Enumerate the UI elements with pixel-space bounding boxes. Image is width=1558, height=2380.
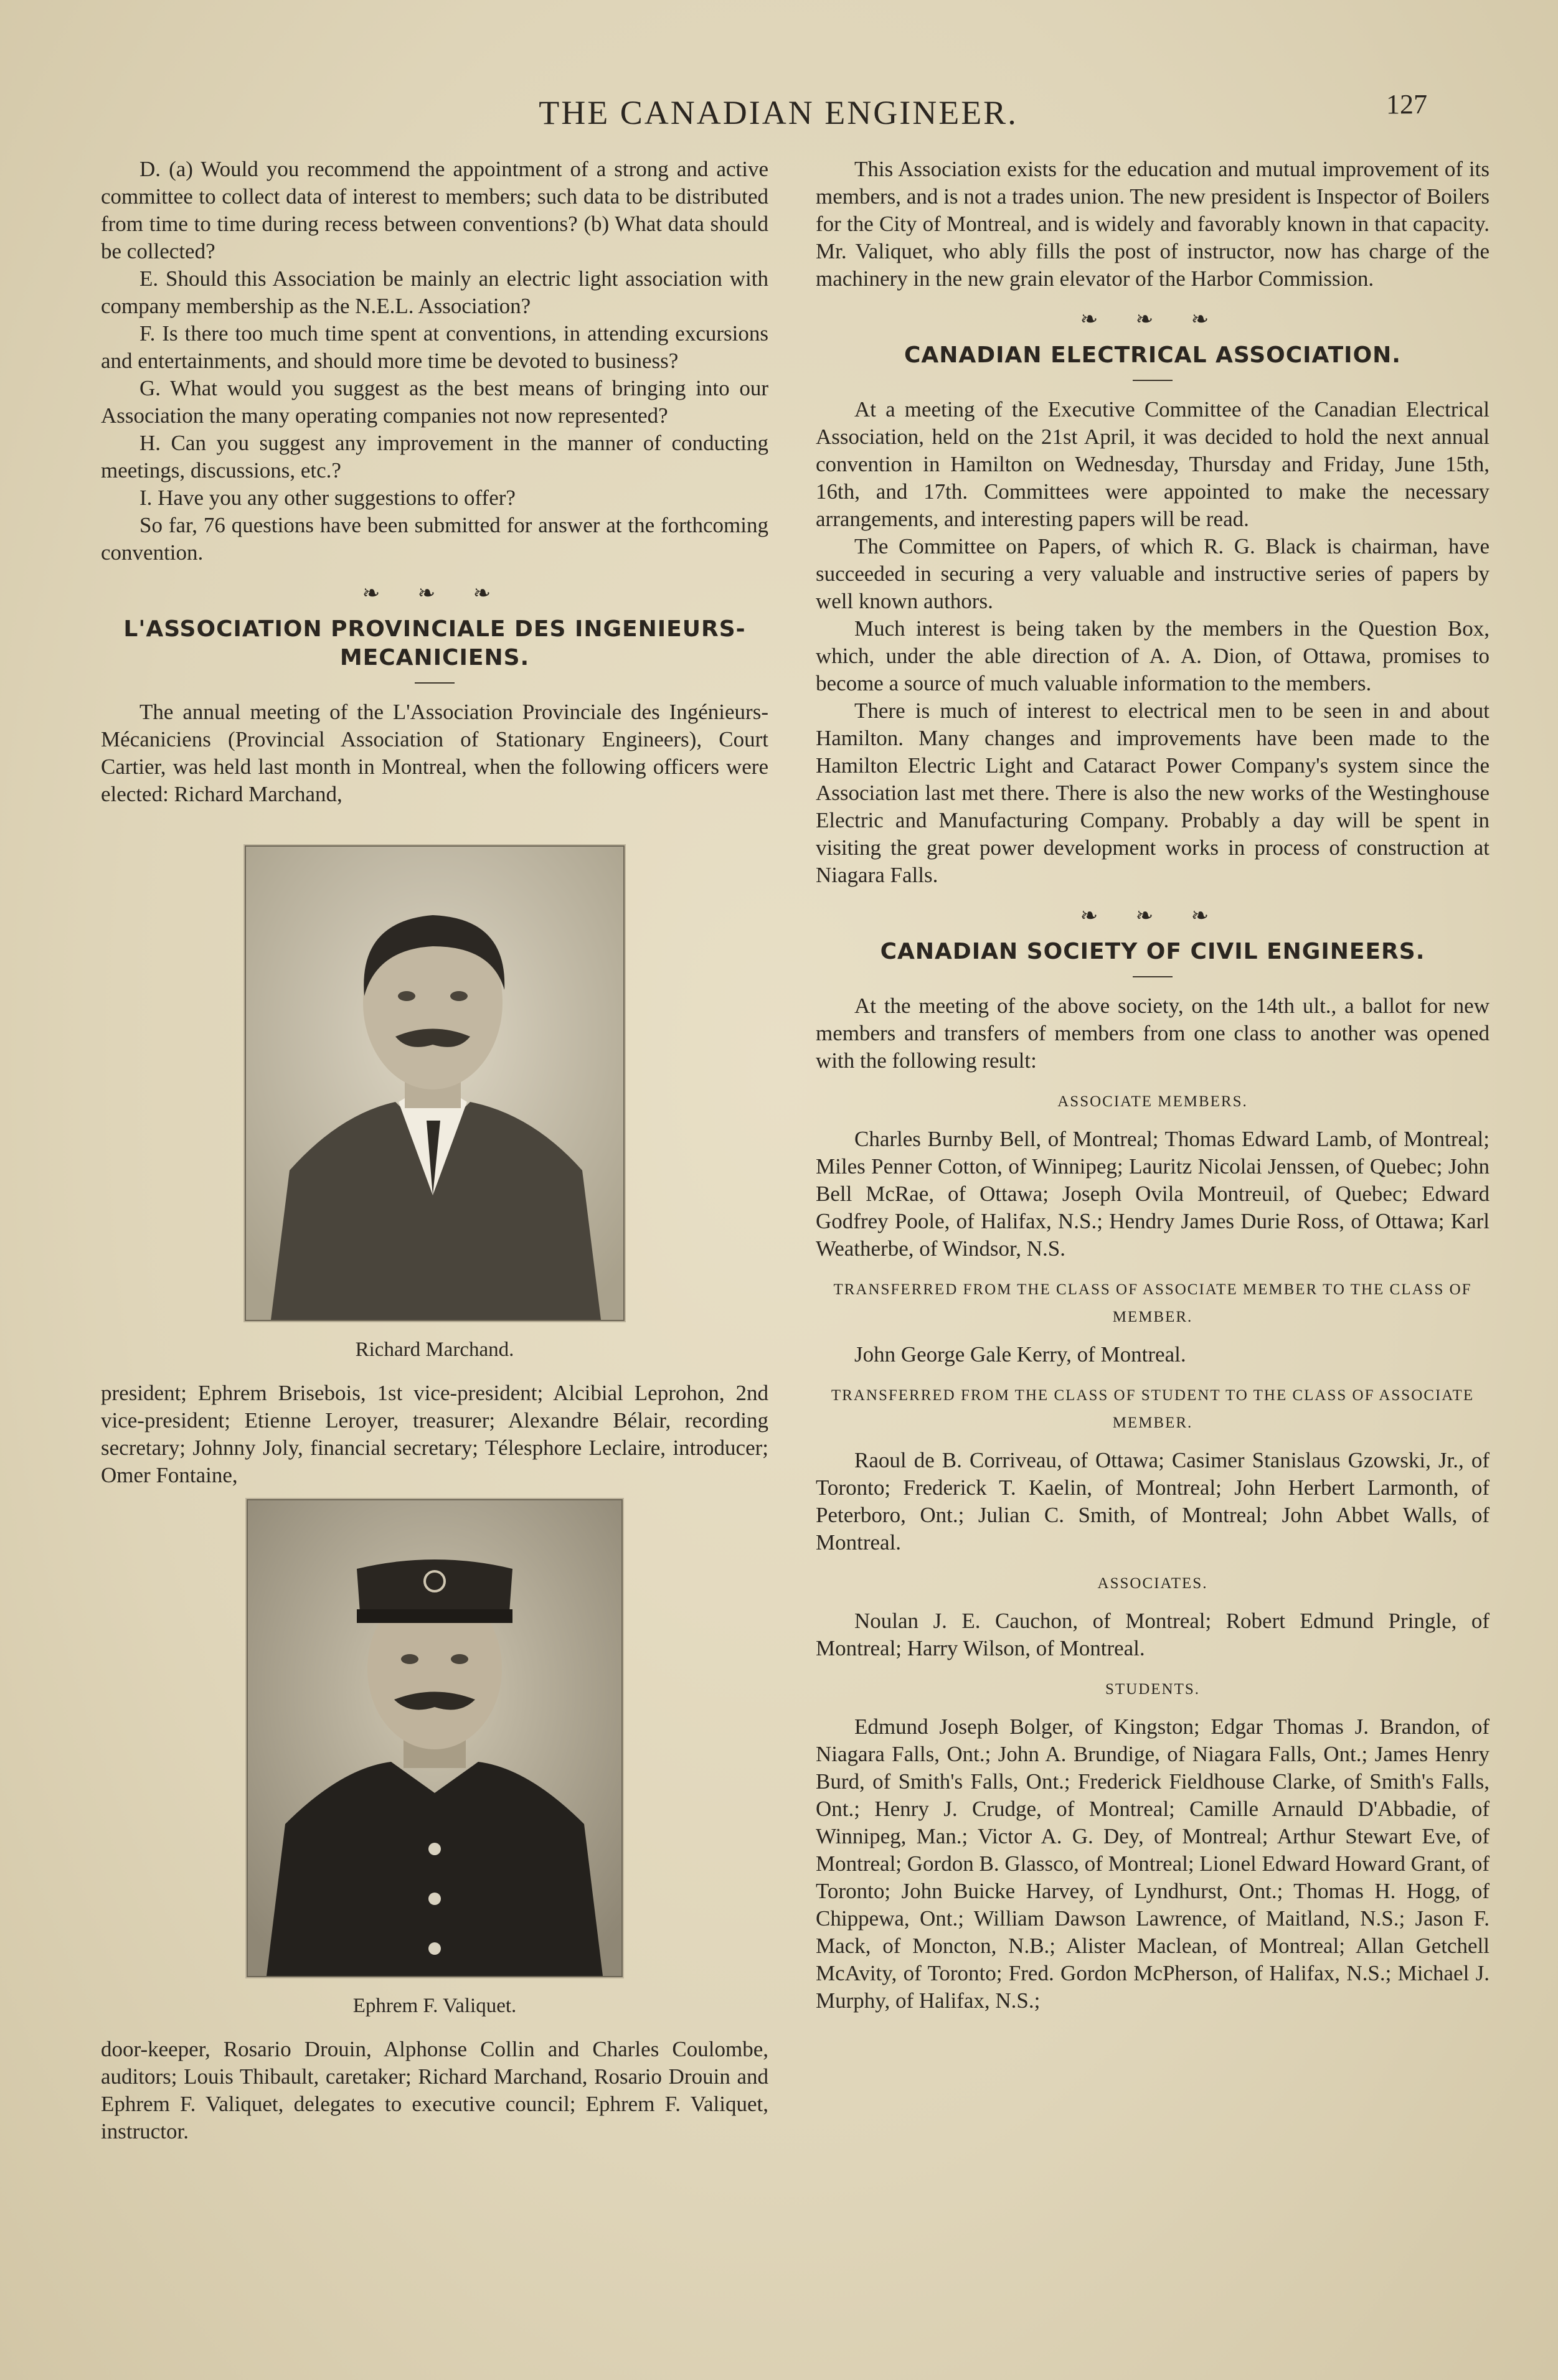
page-number: 127: [1386, 89, 1427, 120]
membership-group-names: John George Gale Kerry, of Montreal.: [854, 1342, 1186, 1366]
running-head: THE CANADIAN ENGINEER.: [539, 94, 1018, 131]
photo-caption-richard-marchand: Richard Marchand.: [355, 1338, 514, 1361]
title-rule: [1133, 976, 1173, 977]
membership-group-heading: ASSOCIATES.: [1097, 1575, 1208, 1592]
section-title-canadian-society-civil-engineers: CANADIAN SOCIETY OF CIVIL ENGINEERS.: [880, 939, 1425, 964]
membership-group-heading: ASSOCIATE MEMBERS.: [1057, 1093, 1248, 1110]
left-column: [101, 156, 768, 2145]
photo-caption-ephrem-valiquet: Ephrem F. Valiquet.: [352, 1995, 517, 2017]
association-intro-paragraph: The annual meeting of the L'Association Provinciale des Ingénieurs-Mécaniciens (Provincial Association of Stationary Engineers), Court Cartier, was held last month in Montreal, when the following officers were elected: Richard Marchand,: [101, 700, 768, 806]
title-rule: [415, 682, 455, 684]
csce-intro-paragraph: At the meeting of the above society, on the 14th ult., a ballot for new members and transfers of members from one class to another was opened with the following result:: [816, 994, 1490, 1073]
question-paragraph: I. Have you any other suggestions to offer?: [139, 486, 516, 510]
cea-paragraph: The Committee on Papers, of which R. G. Black is chairman, have succeeded in securing a very valuable and instructive series of papers by well known authors.: [816, 534, 1490, 613]
title-rule: [1133, 380, 1173, 381]
officers-continuation-paragraph-final: door-keeper, Rosario Drouin, Alphonse Collin and Charles Coulombe, auditors; Louis Thibault, caretaker; Richard Marchand, Rosario Drouin and Ephrem F. Valiquet, delegates to executive council; Ephrem F. Valiquet, instructor.: [101, 2037, 768, 2143]
membership-group-heading: TRANSFERRED FROM THE CLASS OF ASSOCIATE MEMBER TO THE CLASS OF MEMBER.: [833, 1281, 1472, 1325]
cea-paragraph: At a meeting of the Executive Committee of the Canadian Electrical Association, held on the 21st April, it was decided to hold the next annual convention in Hamilton on Wednesday, Thursday and Friday, June 15th, 16th, and 17th. Committees were appointed to make the necessary arrangements, and interesting papers will be read.: [816, 397, 1490, 531]
question-paragraph: E. Should this Association be mainly an electric light association with company membership as the N.E.L. Association?: [101, 266, 768, 318]
membership-group-names: Charles Burnby Bell, of Montreal; Thomas Edward Lamb, of Montreal; Miles Penner Cotton, of Winnipeg; Lauritz Nicolai Jenssen, of Quebec; John Bell McRae, of Ottawa; Joseph Ovila Montreuil, of Quebec; Edward Godfrey Poole, of Halifax, N.S.; Hendry James Durie Ross, of Ottawa; Karl Weatherbe, of Windsor, N.S.: [816, 1127, 1490, 1261]
section-divider-ornament: ❧ ❧ ❧: [1080, 905, 1225, 928]
officers-continuation-paragraph: president; Ephrem Brisebois, 1st vice-president; Alcibial Leprohon, 2nd vice-president; Etienne Leroyer, treasurer; Alexandre Bélair, recording secretary; Johnny Joly, financial secretary; Télesphore Leclaire, introducer; Omer Fontaine,: [101, 1381, 768, 1487]
section-divider-ornament: ❧ ❧ ❧: [1080, 308, 1225, 331]
question-paragraph: So far, 76 questions have been submitted for answer at the forthcoming convention.: [101, 513, 768, 565]
cea-paragraph: There is much of interest to electrical men to be seen in and about Hamilton. Many changes and improvements have been made to the Hamilton Electric Light and Cataract Power Company's system since the Association last met there. There is also the new works of the Westinghouse Electric and Manufacturing Company. Probably a day will be spent in visiting the great power development works in process of construction at Niagara Falls.: [816, 698, 1490, 887]
membership-group-names: Edmund Joseph Bolger, of Kingston; Edgar Thomas J. Brandon, of Niagara Falls, Ont.; John A. Brundige, of Niagara Falls, Ont.; James Henry Burd, of Smith's Falls, Ont.; Frederick Fieldhouse Clarke, of Smith's Falls, Ont.; Henry J. Crudge, of Montreal; Camille Arnauld D'Abbadie, of Winnipeg, Man.; Victor A. G. Dey, of Montreal; Arthur Stewart Eve, of Montreal; Gordon B. Glassco, of Montreal; Lionel Edward Howard Grant, of Toronto; John Buicke Harvey, of Lyndhurst, Ont.; Thomas H. Hogg, of Chippewa, Ont.; William Dawson Lawrence, of Maitland, N.S.; Jason F. Mack, of Moncton, N.B.; Alister Maclean, of Montreal; Allan Getchell McAvity, of Toronto; Fred. Gordon McPherson, of Halifax, N.S.; Michael J. Murphy, of Halifax, N.S.;: [816, 1714, 1490, 2013]
association-purpose-paragraph: This Association exists for the education and mutual improvement of its members, and is not a trades union. The new president is Inspector of Boilers for the City of Montreal, and is widely and favorably known in that capacity. Mr. Valiquet, who ably fills the post of instructor, now has charge of the machinery in the new grain elevator of the Harbor Commission.: [816, 157, 1490, 291]
membership-group-heading: TRANSFERRED FROM THE CLASS OF STUDENT TO THE CLASS OF ASSOCIATE MEMBER.: [831, 1387, 1475, 1431]
section-title-association-provinciale: L'ASSOCIATION PROVINCIALE DES INGENIEURS-MECANICIENS.: [123, 616, 746, 670]
portrait-ephrem-valiquet: [247, 1499, 623, 1977]
membership-group-names: Noulan J. E. Cauchon, of Montreal; Robert Edmund Pringle, of Montreal; Harry Wilson, of Montreal.: [816, 1609, 1490, 1660]
portrait-richard-marchand: [245, 845, 625, 1321]
question-list: [101, 156, 768, 567]
membership-group-names: Raoul de B. Corriveau, of Ottawa; Casimer Stanislaus Gzowski, Jr., of Toronto; Frederick T. Kaelin, of Montreal; John Herbert Larmonth, of Peterboro, Ont.; Julian C. Smith, of Montreal; John Abbet Walls, of Montreal.: [816, 1448, 1490, 1555]
cea-paragraph: Much interest is being taken by the members in the Question Box, which, under the able direction of A. A. Dion, of Ottawa, promises to become a source of much valuable information to the members.: [816, 616, 1490, 695]
section-title-canadian-electrical-association: CANADIAN ELECTRICAL ASSOCIATION.: [904, 342, 1401, 368]
question-paragraph: G. What would you suggest as the best means of bringing into our Association the many operating companies not now represented?: [101, 376, 768, 428]
question-paragraph: H. Can you suggest any improvement in the manner of conducting meetings, discussions, etc.?: [101, 431, 768, 482]
question-paragraph: F. Is there too much time spent at conventions, in attending excursions and entertainments, and should more time be devoted to business?: [101, 321, 768, 373]
section-divider-ornament: ❧ ❧ ❧: [362, 582, 508, 605]
right-column: [816, 156, 1490, 2015]
question-paragraph: D. (a) Would you recommend the appointment of a strong and active committee to collect data of interest to members; such data to be distributed from time to time during recess between conventions? (b) What data should be collected?: [101, 157, 768, 263]
membership-group-heading: STUDENTS.: [1105, 1681, 1201, 1698]
